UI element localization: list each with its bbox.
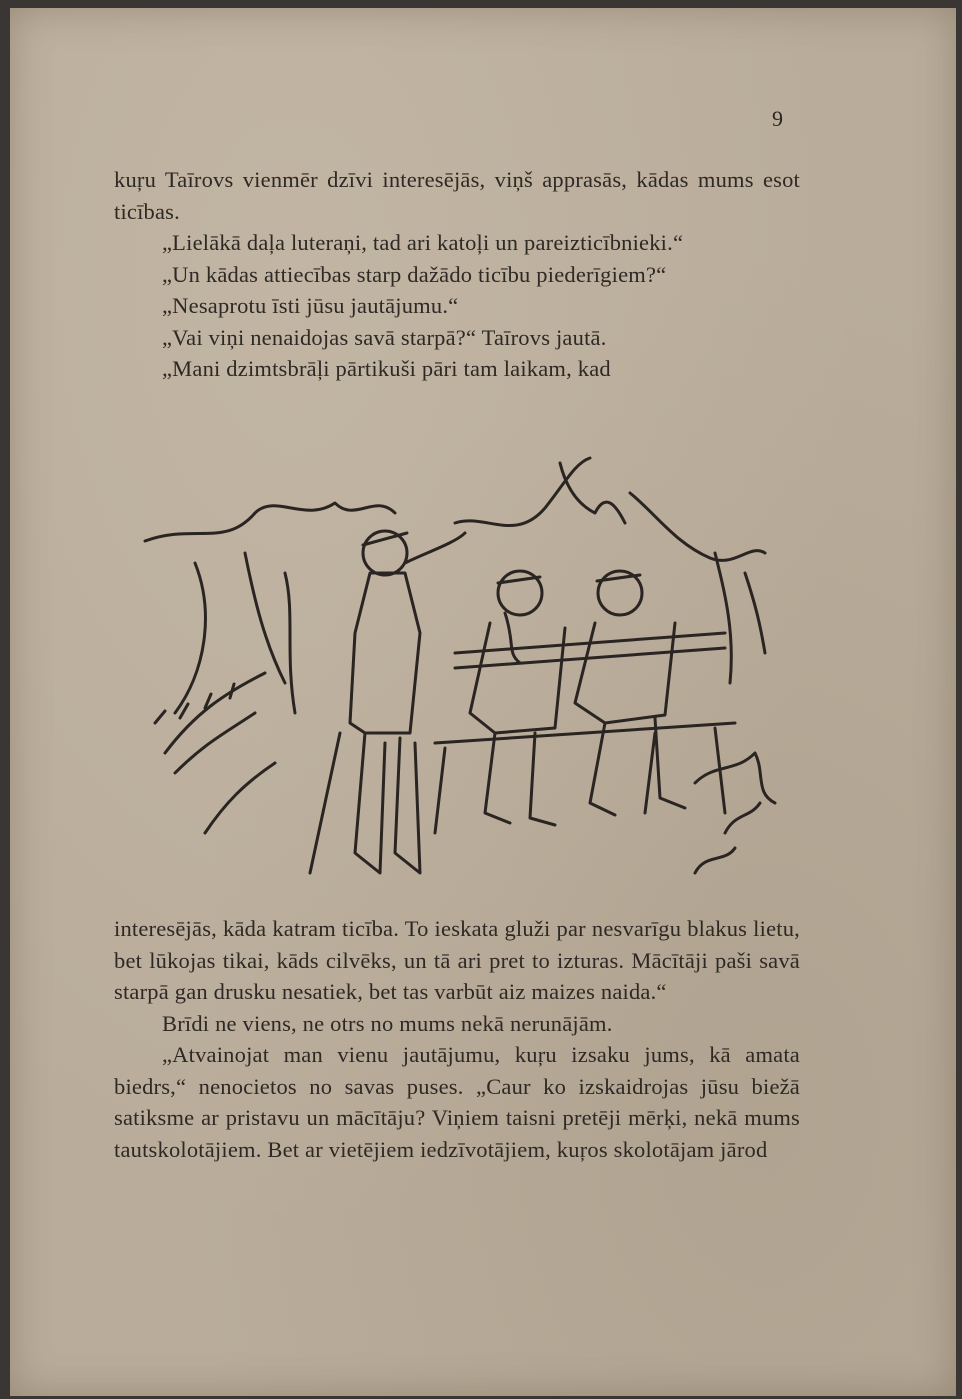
- illustration-three-men-on-bench: [135, 453, 795, 908]
- page-number: 9: [772, 106, 783, 131]
- paragraph: „Un kādas attiecības starp dažādo ticību piederīgiem?“: [162, 261, 667, 287]
- paragraph: „Nesaprotu īsti jūsu jautājumu.“: [162, 293, 459, 318]
- paragraph: „Mani dzimtsbrāļi pārtikuši pāri tam laikam, kad: [162, 356, 611, 381]
- paragraph: interesējās, kāda katram ticība. To ieskata gluži par nesvarīgu blakus lietu, bet lūkojas tikai, kāds cilvēks, un tā ari pret to izturas. Mācītāji paši savā starpā gan drusku nesatiek, bet tas varbūt aiz maizes naida.“: [114, 916, 800, 1004]
- top-text-block: [114, 164, 800, 385]
- book-page: [10, 8, 956, 1396]
- paragraph: Brīdi ne viens, ne otrs no mums nekā nerunājām.: [162, 1010, 613, 1036]
- paragraph: „Atvainojat man vienu jautājumu, kuŗu izsaku jums, kā amata biedrs,“ nenocietos no savas puses. „Caur ko izskaidrojas jūsu biežā satiksme ar pristavu un mācītāju? Viņiem taisni pretēji mērķi, nekā mums tautskolotājiem. Bet ar vietējiem iedzīvotājiem, kuŗos skolotājam jārod: [114, 1042, 800, 1162]
- bottom-text-block: [114, 913, 800, 1165]
- paragraph: „Vai viņi nenaidojas savā starpā?“ Taīrovs jautā.: [162, 324, 607, 350]
- paragraph: „Lielākā daļa luteraņi, tad ari katoļi un pareizticībnieki.“: [162, 230, 684, 255]
- paragraph: kuŗu Taīrovs vienmēr dzīvi interesējās, viņš apprasās, kādas mums esot ticības.: [114, 167, 800, 224]
